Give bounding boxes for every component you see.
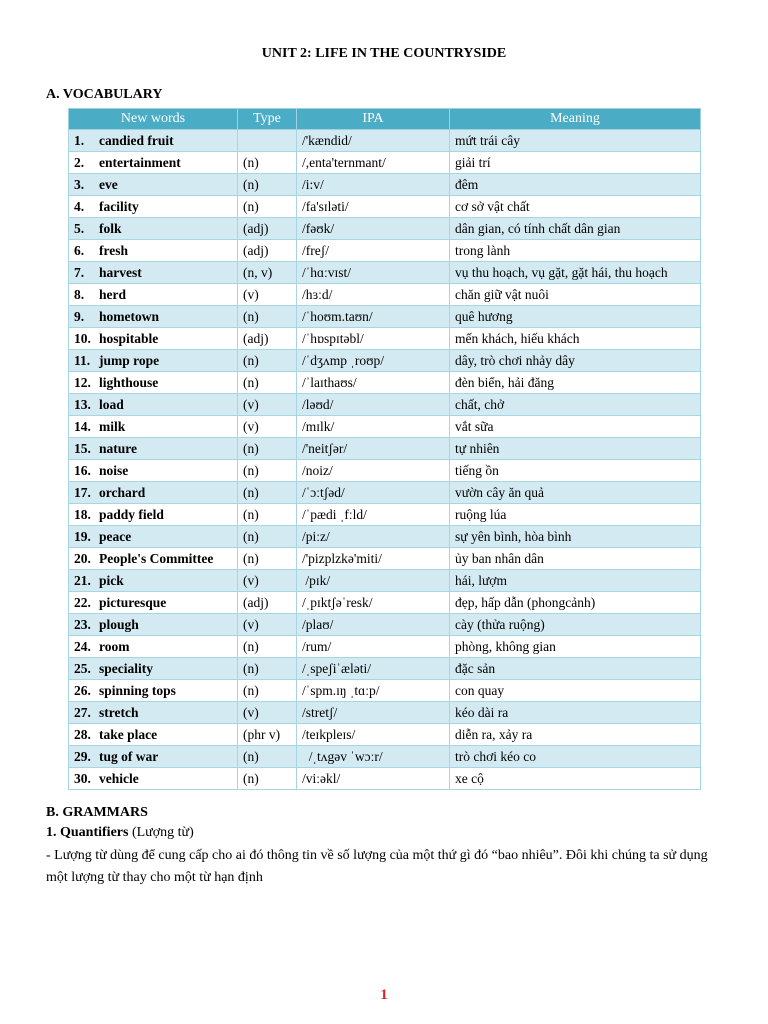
- word-cell: [69, 482, 238, 504]
- word-cell: [69, 350, 238, 372]
- table-row: [69, 548, 701, 570]
- word-text: candied fruit: [99, 132, 174, 148]
- ipa-cell: /ˈspm.ɪŋ ˌtɑːp/: [297, 680, 450, 702]
- word-cell: [69, 130, 238, 152]
- header-type: Type: [238, 109, 297, 130]
- table-row: [69, 526, 701, 548]
- word-text: harvest: [99, 264, 142, 280]
- type-cell: [238, 130, 297, 152]
- word-text: nature: [99, 440, 138, 456]
- meaning-cell: cơ sở vật chất: [450, 196, 701, 218]
- meaning-cell: tiếng ồn: [450, 460, 701, 482]
- word-cell: [69, 328, 238, 350]
- row-number: 13.: [74, 396, 91, 412]
- header-ipa: IPA: [297, 109, 450, 130]
- word-text: paddy field: [99, 506, 164, 522]
- row-number: 27.: [74, 704, 91, 720]
- type-cell: (n): [238, 768, 297, 790]
- table-row: [69, 592, 701, 614]
- word-cell: [69, 152, 238, 174]
- row-number: 23.: [74, 616, 91, 632]
- word-cell: [69, 284, 238, 306]
- meaning-cell: chất, chở: [450, 394, 701, 416]
- row-number: 9.: [74, 308, 85, 324]
- ipa-cell: /pɪk/: [297, 570, 450, 592]
- ipa-cell: /plaʊ/: [297, 614, 450, 636]
- type-cell: (adj): [238, 328, 297, 350]
- table-row: [69, 240, 701, 262]
- ipa-cell: /ˈhɒspɪtəbl/: [297, 328, 450, 350]
- word-text: take place: [99, 726, 158, 742]
- type-cell: (n): [238, 658, 297, 680]
- word-text: pick: [99, 572, 124, 588]
- row-number: 10.: [74, 330, 91, 346]
- row-number: 18.: [74, 506, 91, 522]
- type-cell: (n): [238, 482, 297, 504]
- row-number: 14.: [74, 418, 91, 434]
- word-cell: [69, 680, 238, 702]
- ipa-cell: /freʃ/: [297, 240, 450, 262]
- word-cell: [69, 658, 238, 680]
- word-text: facility: [99, 198, 139, 214]
- ipa-cell: /teɪkpleɪs/: [297, 724, 450, 746]
- row-number: 19.: [74, 528, 91, 544]
- subsection-title: 1. Quantifiers: [46, 825, 129, 840]
- row-number: 24.: [74, 638, 91, 654]
- type-cell: (n, v): [238, 262, 297, 284]
- ipa-cell: /fəʊk/: [297, 218, 450, 240]
- type-cell: (phr v): [238, 724, 297, 746]
- section-heading-grammars: B. GRAMMARS: [46, 805, 148, 820]
- word-text: milk: [99, 418, 126, 434]
- word-cell: [69, 768, 238, 790]
- row-number: 17.: [74, 484, 91, 500]
- meaning-cell: sự yên bình, hòa bình: [450, 526, 701, 548]
- table-row: [69, 636, 701, 658]
- word-text: speciality: [99, 660, 153, 676]
- table-row: [69, 460, 701, 482]
- table-row: [69, 702, 701, 724]
- row-number: 12.: [74, 374, 91, 390]
- row-number: 30.: [74, 770, 91, 786]
- table-row: [69, 174, 701, 196]
- meaning-cell: vắt sữa: [450, 416, 701, 438]
- table-row: [69, 416, 701, 438]
- type-cell: (adj): [238, 218, 297, 240]
- word-text: peace: [99, 528, 132, 544]
- page-title: UNIT 2: LIFE IN THE COUNTRYSIDE: [261, 46, 507, 61]
- type-cell: (adj): [238, 240, 297, 262]
- type-cell: (n): [238, 636, 297, 658]
- type-cell: (n): [238, 504, 297, 526]
- word-text: hospitable: [99, 330, 159, 346]
- meaning-cell: mến khách, hiếu khách: [450, 328, 701, 350]
- row-number: 3.: [74, 176, 85, 192]
- table-row: [69, 372, 701, 394]
- ipa-cell: /fa'sɪləti/: [297, 196, 450, 218]
- meaning-cell: quê hương: [450, 306, 701, 328]
- ipa-cell: /'neitʃər/: [297, 438, 450, 460]
- meaning-cell: chăn giữ vật nuôi: [450, 284, 701, 306]
- table-row: [69, 614, 701, 636]
- table-row: [69, 306, 701, 328]
- meaning-cell: ruộng lúa: [450, 504, 701, 526]
- ipa-cell: /i:v/: [297, 174, 450, 196]
- word-text: load: [99, 396, 124, 412]
- meaning-cell: hái, lượm: [450, 570, 701, 592]
- word-text: stretch: [99, 704, 139, 720]
- word-cell: [69, 262, 238, 284]
- table-row: [69, 152, 701, 174]
- meaning-cell: kéo dài ra: [450, 702, 701, 724]
- meaning-cell: ủy ban nhân dân: [450, 548, 701, 570]
- ipa-cell: /mɪlk/: [297, 416, 450, 438]
- type-cell: (n): [238, 680, 297, 702]
- word-text: tug of war: [99, 748, 159, 764]
- word-cell: [69, 592, 238, 614]
- meaning-cell: đặc sản: [450, 658, 701, 680]
- meaning-cell: trò chơi kéo co: [450, 746, 701, 768]
- subsection-quantifiers: [46, 825, 194, 841]
- row-number: 8.: [74, 286, 85, 302]
- table-row: [69, 680, 701, 702]
- word-text: fresh: [99, 242, 128, 258]
- meaning-cell: vườn cây ăn quả: [450, 482, 701, 504]
- word-text: picturesque: [99, 594, 167, 610]
- row-number: 6.: [74, 242, 85, 258]
- type-cell: (n): [238, 746, 297, 768]
- word-text: eve: [99, 176, 118, 192]
- word-cell: [69, 724, 238, 746]
- row-number: 21.: [74, 572, 91, 588]
- meaning-cell: cày (thửa ruộng): [450, 614, 701, 636]
- table-row: [69, 262, 701, 284]
- word-cell: [69, 240, 238, 262]
- meaning-cell: vụ thu hoạch, vụ gặt, gặt hái, thu hoạch: [450, 262, 701, 284]
- row-number: 29.: [74, 748, 91, 764]
- table-row: [69, 284, 701, 306]
- word-cell: [69, 636, 238, 658]
- ipa-cell: /'kændid/: [297, 130, 450, 152]
- grammar-paragraph: - Lượng từ dùng để cung cấp cho ai đó thông tin về số lượng của một thứ gì đó “bao nhiêu”. Đôi khi chúng ta sử dụng một lượng từ thay cho một từ hạn định: [46, 848, 708, 885]
- word-cell: [69, 174, 238, 196]
- meaning-cell: con quay: [450, 680, 701, 702]
- meaning-cell: đèn biển, hải đăng: [450, 372, 701, 394]
- meaning-cell: đẹp, hấp dẫn (phongcảnh): [450, 592, 701, 614]
- word-cell: [69, 746, 238, 768]
- ipa-cell: /ˌtʌgəv ˈwɔːr/: [297, 746, 450, 768]
- meaning-cell: mứt trái cây: [450, 130, 701, 152]
- ipa-cell: /ˈhoʊm.taʊn/: [297, 306, 450, 328]
- table-row: [69, 196, 701, 218]
- table-row: [69, 724, 701, 746]
- word-cell: [69, 548, 238, 570]
- type-cell: (v): [238, 284, 297, 306]
- meaning-cell: trong lành: [450, 240, 701, 262]
- word-cell: [69, 416, 238, 438]
- table-row: [69, 218, 701, 240]
- row-number: 1.: [74, 132, 85, 148]
- ipa-cell: /'pizplzkə'miti/: [297, 548, 450, 570]
- type-cell: (n): [238, 460, 297, 482]
- word-text: People's Committee: [99, 550, 214, 566]
- ipa-cell: /hɜːd/: [297, 284, 450, 306]
- word-cell: [69, 614, 238, 636]
- row-number: 11.: [74, 352, 91, 368]
- meaning-cell: phòng, không gian: [450, 636, 701, 658]
- word-cell: [69, 196, 238, 218]
- row-number: 2.: [74, 154, 85, 170]
- type-cell: (n): [238, 152, 297, 174]
- type-cell: (v): [238, 570, 297, 592]
- row-number: 28.: [74, 726, 91, 742]
- row-number: 7.: [74, 264, 85, 280]
- header-meaning: Meaning: [450, 109, 701, 130]
- table-row: [69, 504, 701, 526]
- type-cell: (v): [238, 702, 297, 724]
- table-header-row: [69, 109, 701, 130]
- table-row: [69, 130, 701, 152]
- ipa-cell: /ˌpɪktʃəˈresk/: [297, 592, 450, 614]
- type-cell: (v): [238, 614, 297, 636]
- table-row: [69, 328, 701, 350]
- meaning-cell: dây, trò chơi nhảy dây: [450, 350, 701, 372]
- row-number: 20.: [74, 550, 91, 566]
- word-text: orchard: [99, 484, 146, 500]
- type-cell: (n): [238, 196, 297, 218]
- word-cell: [69, 504, 238, 526]
- type-cell: (v): [238, 416, 297, 438]
- row-number: 26.: [74, 682, 91, 698]
- word-cell: [69, 438, 238, 460]
- table-row: [69, 570, 701, 592]
- header-new-words: New words: [69, 109, 238, 130]
- table-row: [69, 438, 701, 460]
- word-cell: [69, 526, 238, 548]
- word-text: folk: [99, 220, 122, 236]
- ipa-cell: /ləʊd/: [297, 394, 450, 416]
- word-cell: [69, 372, 238, 394]
- word-cell: [69, 460, 238, 482]
- type-cell: (n): [238, 438, 297, 460]
- page-number: 1: [380, 987, 388, 1003]
- ipa-cell: /ˈhɑːvɪst/: [297, 262, 450, 284]
- meaning-cell: giải trí: [450, 152, 701, 174]
- table-row: [69, 658, 701, 680]
- type-cell: (adj): [238, 592, 297, 614]
- word-text: lighthouse: [99, 374, 159, 390]
- type-cell: (v): [238, 394, 297, 416]
- word-cell: [69, 570, 238, 592]
- ipa-cell: /piːz/: [297, 526, 450, 548]
- meaning-cell: dân gian, có tính chất dân gian: [450, 218, 701, 240]
- type-cell: (n): [238, 372, 297, 394]
- word-text: entertainment: [99, 154, 181, 170]
- type-cell: (n): [238, 174, 297, 196]
- table-row: [69, 746, 701, 768]
- subsection-subtitle: (Lượng từ): [128, 825, 194, 840]
- meaning-cell: diễn ra, xảy ra: [450, 724, 701, 746]
- ipa-cell: /viːəkl/: [297, 768, 450, 790]
- word-text: hometown: [99, 308, 159, 324]
- word-text: room: [99, 638, 130, 654]
- ipa-cell: /ˈlaɪthaʊs/: [297, 372, 450, 394]
- row-number: 4.: [74, 198, 85, 214]
- word-cell: [69, 218, 238, 240]
- row-number: 22.: [74, 594, 91, 610]
- ipa-cell: /ˈpædi ˌfːld/: [297, 504, 450, 526]
- word-text: herd: [99, 286, 126, 302]
- word-cell: [69, 394, 238, 416]
- word-text: jump rope: [99, 352, 160, 368]
- ipa-cell: /,enta'ternmant/: [297, 152, 450, 174]
- row-number: 16.: [74, 462, 91, 478]
- section-heading-vocabulary: A. VOCABULARY: [46, 87, 163, 102]
- word-cell: [69, 306, 238, 328]
- table-row: [69, 394, 701, 416]
- word-text: noise: [99, 462, 129, 478]
- meaning-cell: đêm: [450, 174, 701, 196]
- type-cell: (n): [238, 306, 297, 328]
- meaning-cell: tự nhiên: [450, 438, 701, 460]
- word-text: vehicle: [99, 770, 139, 786]
- ipa-cell: /ˈdʒʌmp ˌroʊp/: [297, 350, 450, 372]
- word-text: spinning tops: [99, 682, 176, 698]
- ipa-cell: /stretʃ/: [297, 702, 450, 724]
- row-number: 5.: [74, 220, 85, 236]
- vocabulary-table: [68, 108, 701, 790]
- ipa-cell: /rum/: [297, 636, 450, 658]
- ipa-cell: /ˌspeʃiˈæləti/: [297, 658, 450, 680]
- table-row: [69, 482, 701, 504]
- type-cell: (n): [238, 350, 297, 372]
- meaning-cell: xe cộ: [450, 768, 701, 790]
- table-row: [69, 768, 701, 790]
- word-text: plough: [99, 616, 139, 632]
- ipa-cell: /ˈɔːtʃəd/: [297, 482, 450, 504]
- row-number: 25.: [74, 660, 91, 676]
- type-cell: (n): [238, 548, 297, 570]
- word-cell: [69, 702, 238, 724]
- ipa-cell: /noiz/: [297, 460, 450, 482]
- table-row: [69, 350, 701, 372]
- type-cell: (n): [238, 526, 297, 548]
- row-number: 15.: [74, 440, 91, 456]
